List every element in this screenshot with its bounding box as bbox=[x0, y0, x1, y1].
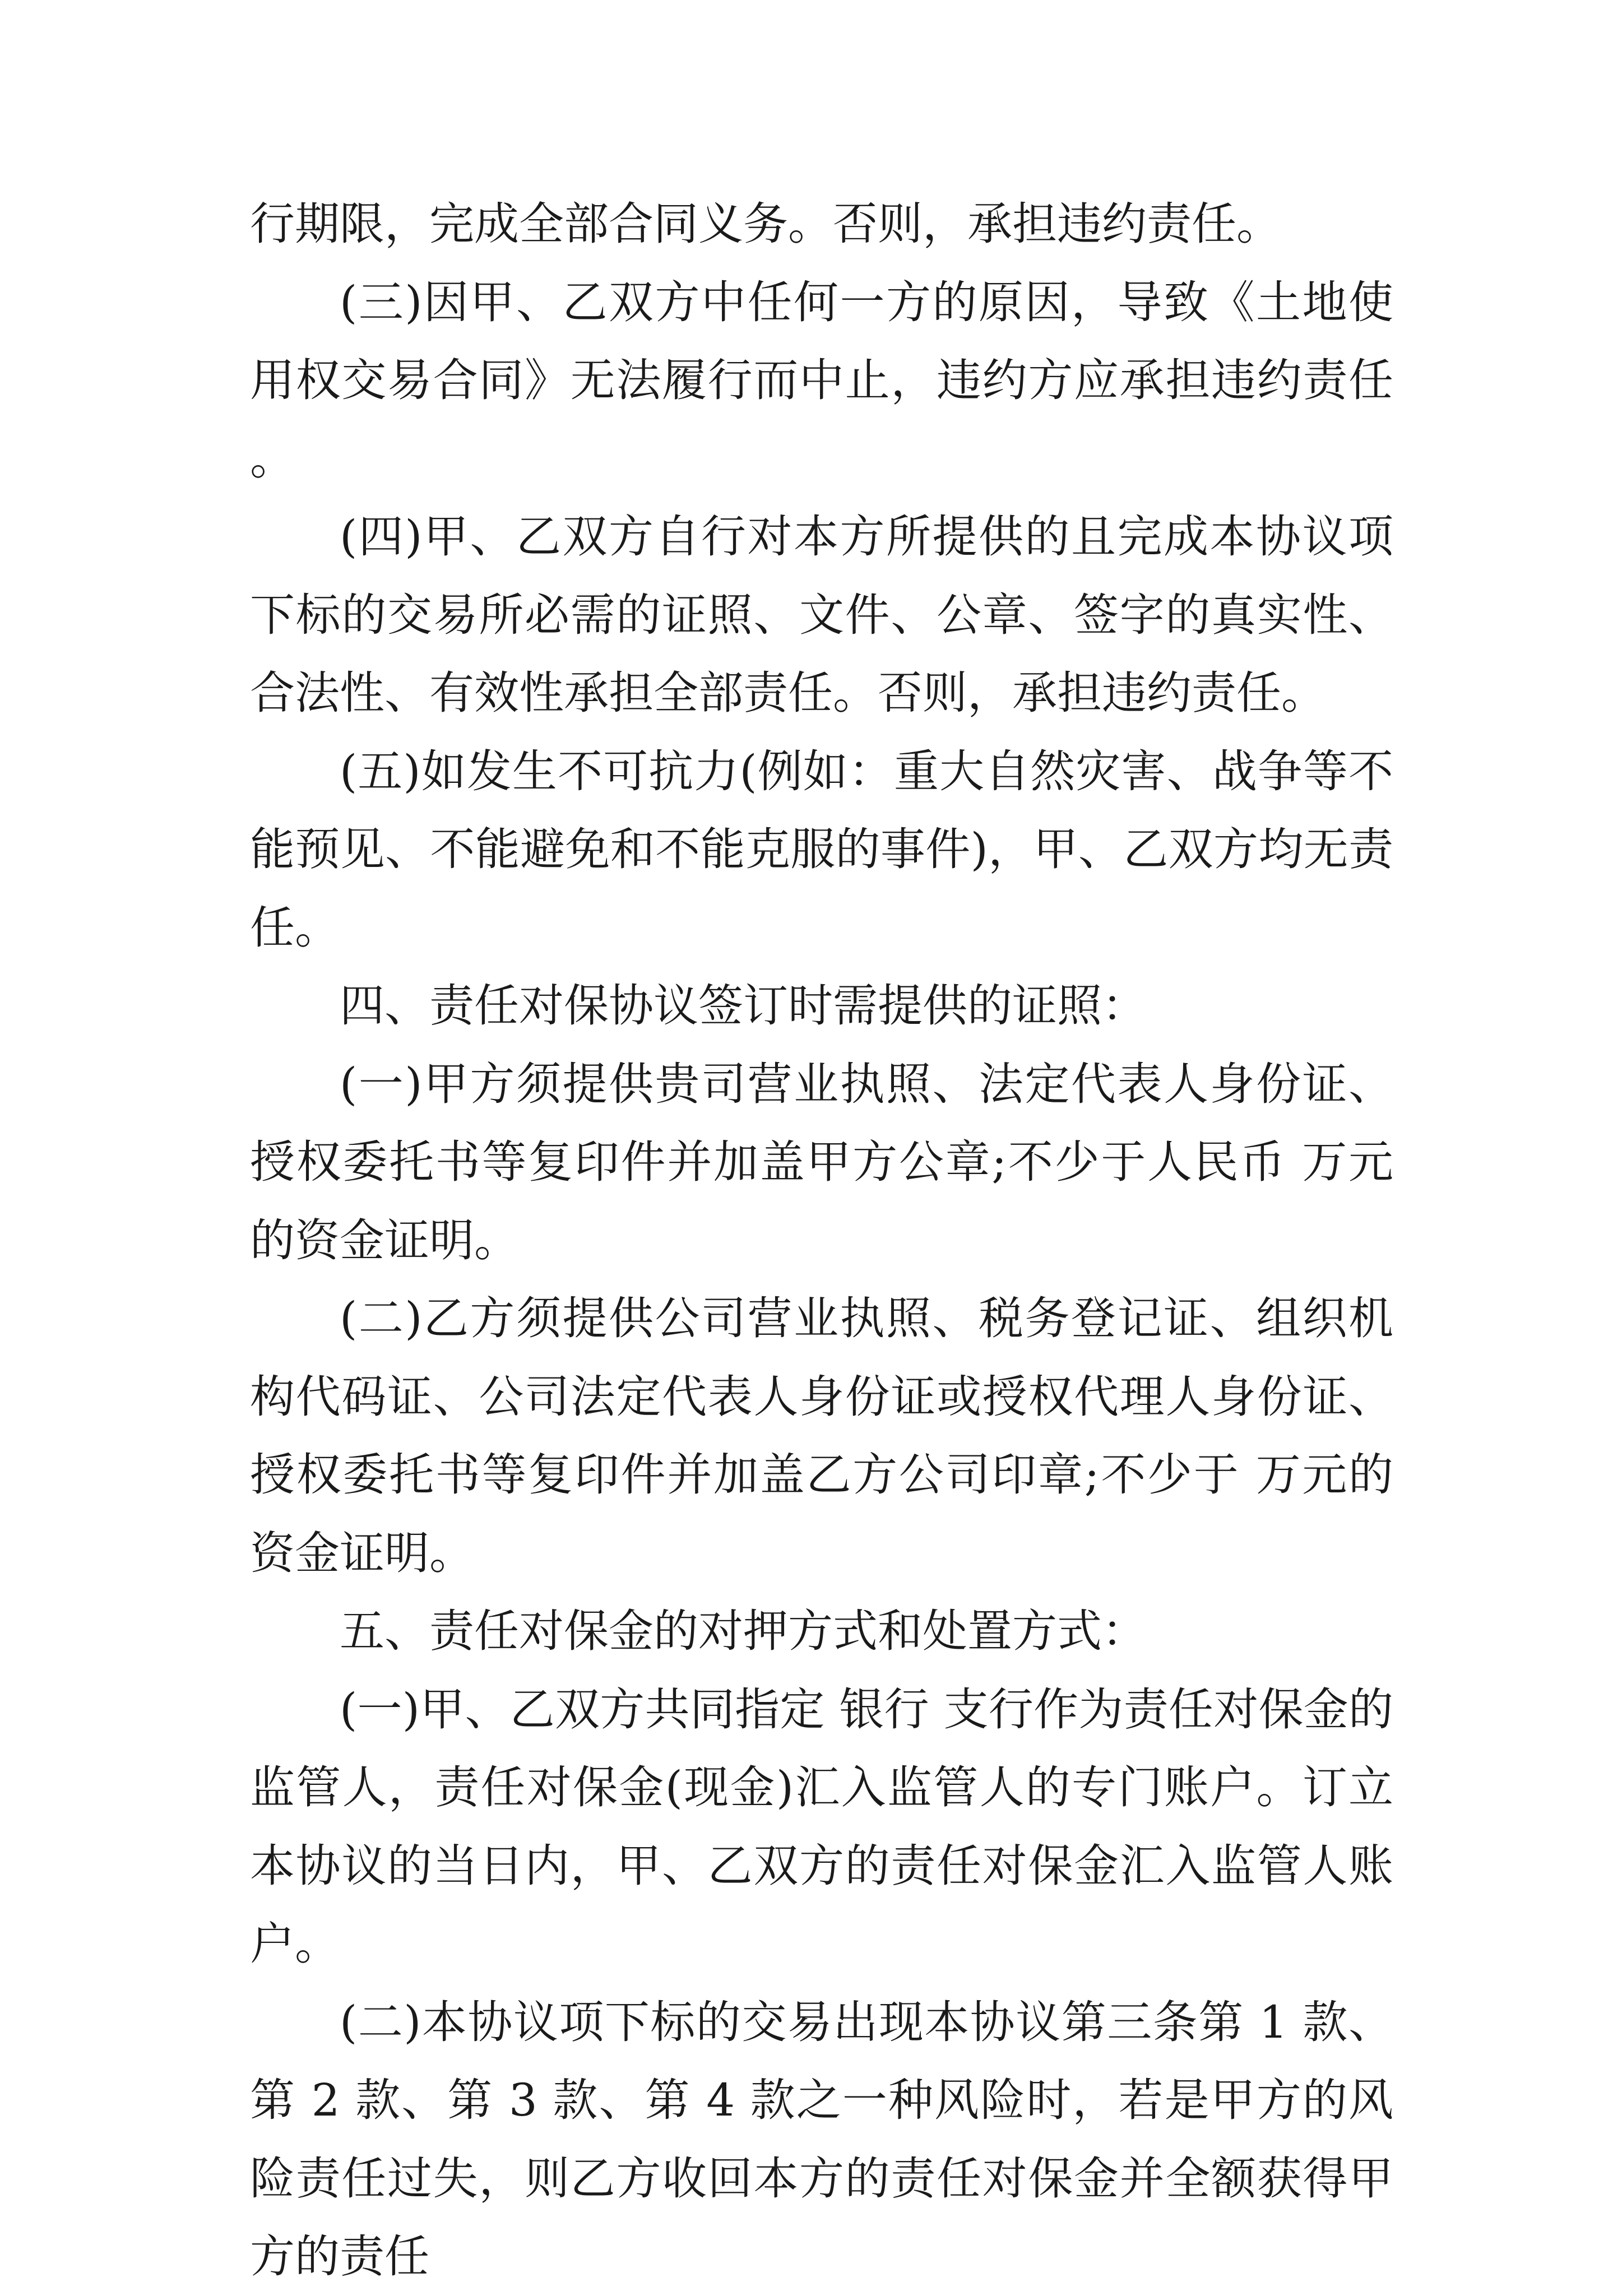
paragraph-clause-3-4: (四)甲、乙双方自行对本方所提供的且完成本协议项下标的交易所必需的证照、文件、公章、签字的真实性、合法性、有效性承担全部责任。否则，承担违约责任。 bbox=[250, 511, 1393, 719]
paragraph-clause-5-1: (一)甲、乙双方共同指定 银行 支行作为责任对保金的监管人，责任对保金(现金)汇入监管人的专门账户。订立本协议的当日内，甲、乙双方的责任对保金汇入监管人账户。 bbox=[250, 1683, 1393, 1970]
section-heading-4: 四、责任对保协议签订时需提供的证照： bbox=[340, 980, 1147, 1032]
paragraph-clause-4-1: (一)甲方须提供贵司营业执照、法定代表人身份证、授权委托书等复印件并加盖甲方公章;不少于人民币 万元的资金证明。 bbox=[250, 1057, 1393, 1267]
paragraph-clause-3-3: (三)因甲、乙双方中任何一方的原因，导致《土地使用权交易合同》无法履行而中止，违约方应承担违约责任。 bbox=[250, 276, 1393, 485]
paragraph-clause-3-5: (五)如发生不可抗力(例如：重大自然灾害、战争等不能预见、不能避免和不能克服的事件)，甲、乙双方均无责任。 bbox=[250, 745, 1393, 954]
paragraph-clause-5-2: (二)本协议项下标的交易出现本协议第三条第 1 款、第 2 款、第 3 款、第 4 款之一种风险时，若是甲方的风险责任过失，则乙方收回本方的责任对保金并全额获得甲方的责任 bbox=[250, 1996, 1393, 2283]
document-body bbox=[250, 185, 1393, 2296]
section-heading-5: 五、责任对保金的对押方式和处置方式： bbox=[340, 1605, 1147, 1657]
paragraph-continuation: 行期限，完成全部合同义务。否则，承担违约责任。 bbox=[250, 198, 1281, 250]
paragraph-clause-4-2: (二)乙方须提供公司营业执照、税务登记证、组织机构代码证、公司法定代表人身份证或授权代理人身份证、授权委托书等复印件并加盖乙方公司印章;不少于 万元的资金证明。 bbox=[250, 1292, 1393, 1579]
